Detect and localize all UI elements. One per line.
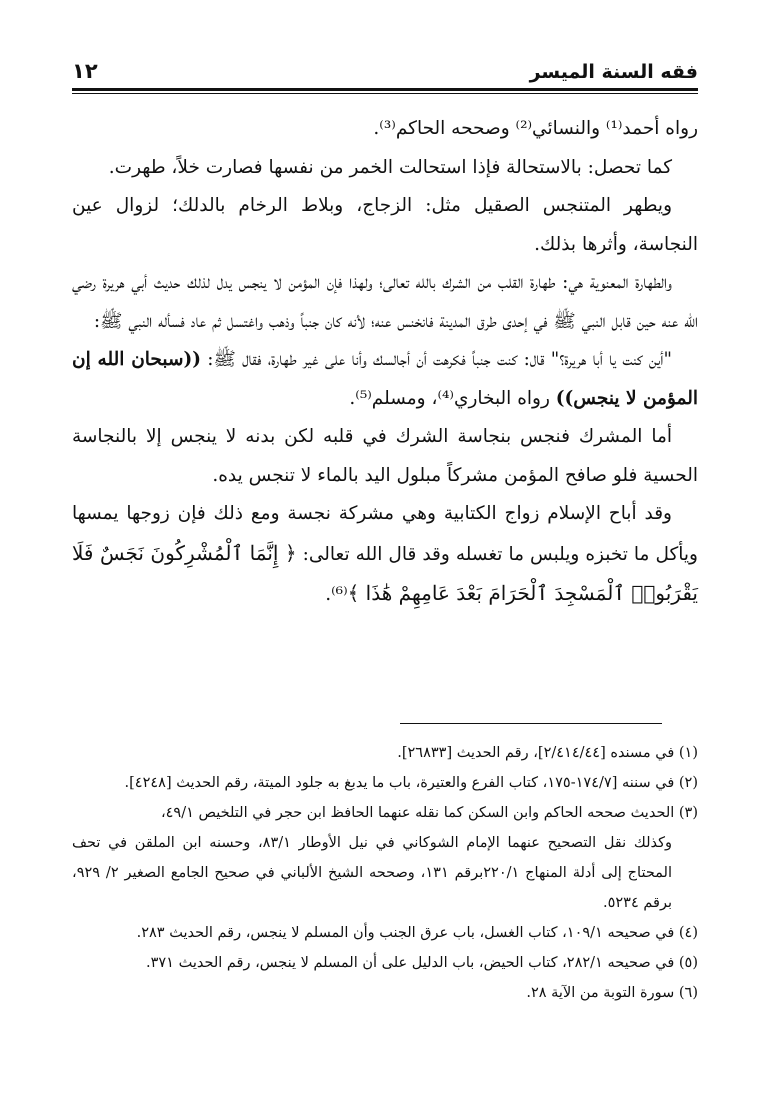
quran-intro: وقد أباح الإسلام زواج الكتابية وهي مشركة نجسة ومع ذلك فإن زوجها يمسها ويأكل ما تخبزه ويلبس ما تغسله وقد قال الله تعالى: — [72, 503, 698, 565]
page-number: ١٢ — [72, 59, 98, 83]
paragraph: ويطهر المتنجس الصقيل مثل: الزجاج، وبلاط الرخام بالدلك؛ لزوال عين النجاسة، وأثرها بذلك. — [72, 195, 698, 255]
hadith-quote: ((سبحان الله إن المؤمن لا ينجس)) — [72, 349, 698, 409]
footnote-4: (٤) في صحيحه ١٠٩/١، كتاب الغسل، باب عرق الجنب وأن المسلم لا ينجس، رقم الحديث ٢٨٣. — [136, 925, 698, 941]
footnote-5: (٥) في صحيحه ٢٨٢/١، كتاب الحيض، باب الدليل على أن المسلم لا ينجس، رقم الحديث ٣٧١. — [146, 955, 698, 971]
footnote-3: (٣) الحديث صححه الحاكم وابن السكن كما نقله عنهما الحافظ ابن حجر في التلخيص ٤٩/١، — [160, 805, 698, 821]
footnote-rule — [400, 723, 662, 724]
footnote-2: (٢) في سننه [١٧٤/٧-١٧٥، كتاب الفرع والعتيرة، باب ما يدبغ به جلود الميتة، رقم الحديث [٤٢٤٨]. — [124, 775, 698, 791]
footnotes — [72, 738, 698, 1008]
quran-citation: ⁽⁶⁾. — [325, 584, 348, 605]
footnote-1: (١) في مسنده [٢/٤١٤/٤٤]، رقم الحديث [٢٦٨٣٣]. — [397, 745, 698, 761]
paragraph: رواه أحمد⁽¹⁾ والنسائي⁽²⁾ وصححه الحاكم⁽³⁾. — [373, 118, 698, 139]
main-text — [72, 110, 698, 615]
paragraph: أما المشرك فنجس بنجاسة الشرك في قلبه لكن بدنه لا ينجس إلا بالنجاسة الحسية فلو صافح المؤمن مشركاً مبلول اليد بالماء لا تنجس يده. — [72, 426, 698, 486]
hadith-intro: "أين كنت يا أبا هريرة؟" قال: كنت جنباً فكرهت أن أجالسك وأنا على غير طهارة، فقال ﷺ: — [200, 349, 672, 370]
paragraph-hadith — [72, 341, 698, 418]
hadith-citation: رواه البخاري⁽⁴⁾، ومسلم⁽⁵⁾. — [349, 387, 556, 409]
header-rule — [72, 88, 698, 91]
quran-verse: ﴿ إِنَّمَا ٱلْمُشْرِكُونَ نَجَسٌ فَلَا يَقْرَبُوا۟ ٱلْمَسْجِدَ ٱلْحَرَامَ بَعْدَ عَامِهِمْ هَٰذَا ﴾ — [72, 540, 698, 605]
footnote-3-continued: وكذلك نقل التصحيح عنهما الإمام الشوكاني في نيل الأوطار ٨٣/١، وحسنه ابن الملقن في تحف المحتاج إلى أدلة المنهاج ٢٢٠/١برقم ١٣١، وصححه الشيخ الألباني في صحيح الجامع الصغير ٢/ ٩٢٩، برقم ٥٢٣٤. — [72, 835, 673, 911]
header-rule-thin — [72, 93, 698, 94]
paragraph-quran — [72, 495, 698, 615]
running-header — [72, 55, 698, 83]
footnote-6: (٦) سورة التوبة من الآية ٢٨. — [526, 985, 698, 1001]
book-title: فقه السنة الميسر — [529, 61, 698, 83]
paragraph: والطهارة المعنوية هي: طهارة القلب من الشرك بالله تعالى؛ ولهذا فإن المؤمن لا ينجس يدل لذلك حديث أبي هريرة رضي الله عنه حين قابل النبي ﷺ في إحدى طرق المدينة فانخنس عنه؛ لأنه كان جنباً وذهب واغتسل ثم عاد فسأله النبي ﷺ: — [72, 272, 698, 332]
paragraph: كما تحصل: بالاستحالة فإذا استحالت الخمر من نفسها فصارت خلاً، طهرت. — [108, 156, 672, 178]
